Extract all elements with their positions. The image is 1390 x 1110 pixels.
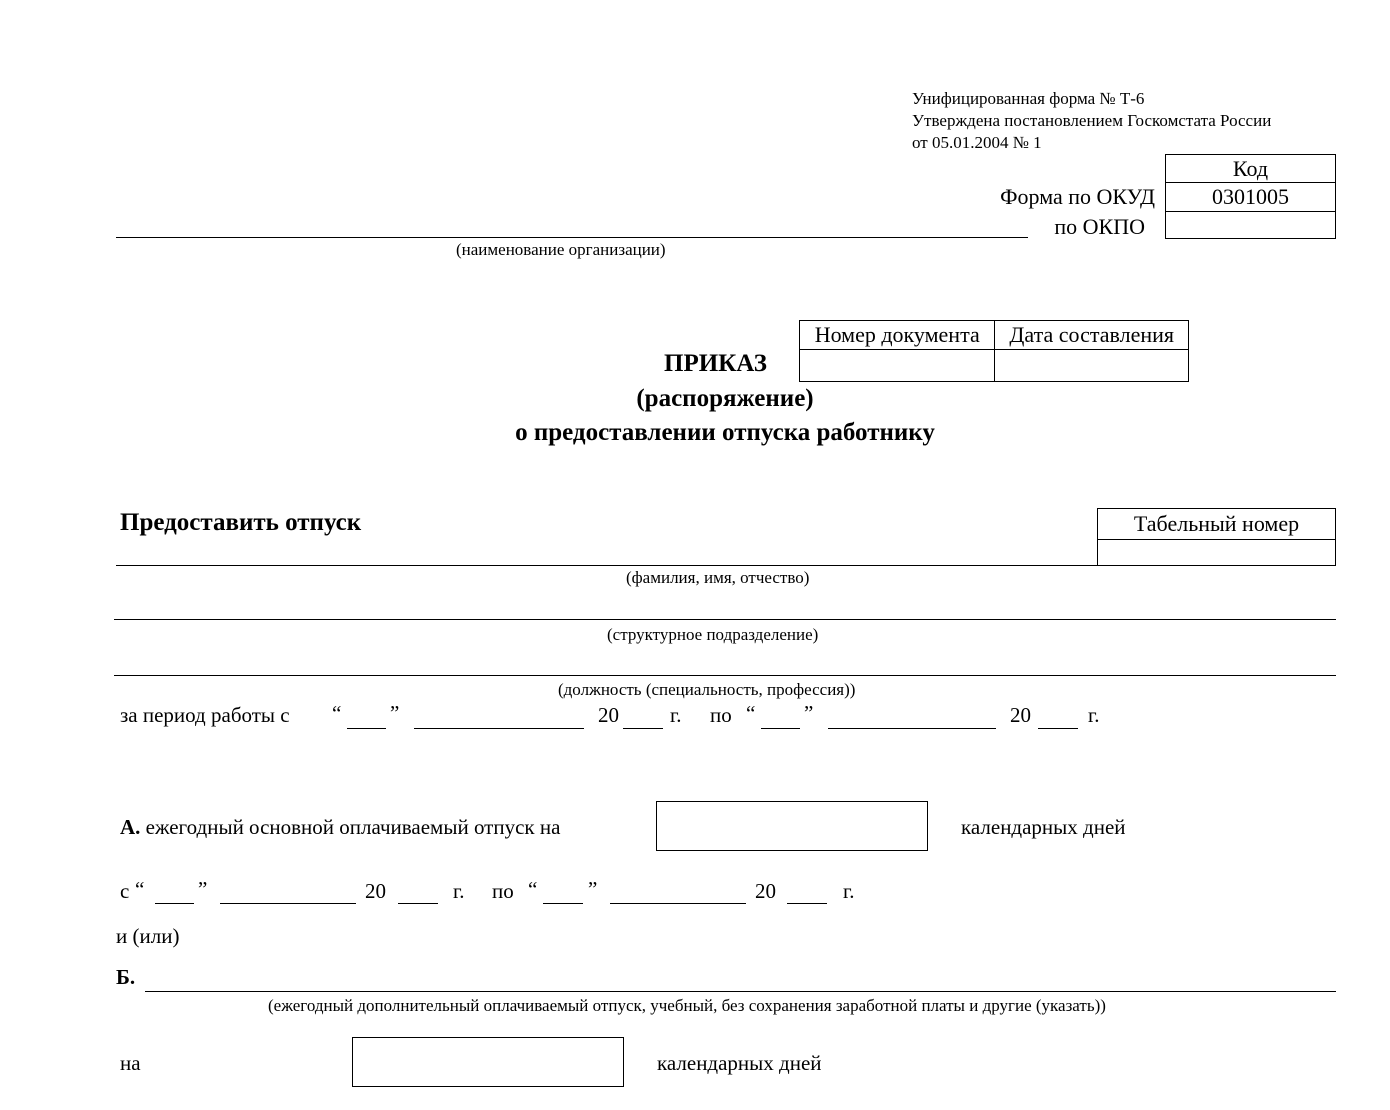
position-caption: (должность (специальность, профессия)) [558, 680, 856, 699]
section-b-on-label: на [120, 1051, 141, 1075]
grant-leave-label: Предоставить отпуск [120, 509, 362, 536]
period-from-year-suffix: г. [670, 703, 682, 727]
organization-field[interactable] [116, 237, 1028, 238]
okpo-value-field[interactable] [1166, 212, 1336, 239]
tabnum-field[interactable] [1098, 540, 1336, 566]
tabnum-header: Табельный номер [1098, 509, 1336, 540]
section-a-from-month-field[interactable] [220, 903, 356, 904]
section-a-from-year-suffix: г. [453, 879, 465, 903]
period-from-month-field[interactable] [414, 728, 584, 729]
period-from-year-prefix: 20 [598, 703, 619, 727]
document-number-date-table [799, 320, 1189, 382]
section-a-letter: А. [120, 815, 141, 839]
section-b-caption: (ежегодный дополнительный оплачиваемый отпуск, учебный, без сохранения заработной платы и другие (указать)) [268, 996, 1106, 1015]
position-field[interactable] [114, 675, 1336, 676]
period-from-year-field[interactable] [623, 728, 663, 729]
fio-field[interactable] [116, 565, 1098, 566]
section-a-to-day-field[interactable] [543, 903, 583, 904]
department-caption: (структурное подразделение) [607, 625, 819, 644]
document-number-header: Номер документа [800, 321, 995, 350]
okud-label: Форма по ОКУД [1000, 184, 1155, 209]
section-a-to-label: по [492, 879, 514, 903]
code-header: Код [1166, 155, 1336, 183]
section-a-from-day-field[interactable] [155, 903, 194, 904]
title-order: ПРИКАЗ [664, 350, 767, 377]
tabnum-table [1097, 508, 1336, 566]
section-a-from-label: с [120, 879, 130, 903]
period-to-quote-close: ” [804, 701, 814, 725]
section-b-days-field[interactable] [352, 1037, 624, 1087]
form-header-line2: Утверждена постановлением Госкомстата России [912, 111, 1272, 130]
fio-caption: (фамилия, имя, отчество) [626, 568, 810, 587]
form-header [912, 88, 1271, 154]
section-a-from-quote-close: ” [198, 877, 208, 901]
section-a-to-month-field[interactable] [610, 903, 746, 904]
period-from-quote-close: ” [390, 701, 400, 725]
period-prefix: за период работы с [120, 703, 290, 727]
period-to-label: по [710, 703, 732, 727]
document-number-field[interactable] [800, 350, 995, 382]
department-field[interactable] [114, 619, 1336, 620]
section-a-days-suffix: календарных дней [961, 815, 1126, 839]
document-date-field[interactable] [995, 350, 1189, 382]
section-a-to-year-field[interactable] [787, 903, 827, 904]
section-b-days-suffix: календарных дней [657, 1051, 822, 1075]
section-b-leave-type-field[interactable] [145, 991, 1336, 992]
section-b-letter: Б. [116, 965, 136, 989]
title-subject: о предоставлении отпуска работнику [515, 419, 935, 446]
period-to-year-field[interactable] [1038, 728, 1078, 729]
okud-value-field[interactable]: 0301005 [1166, 183, 1336, 212]
section-a-to-quote-close: ” [588, 877, 598, 901]
title-instruction: (распоряжение) [636, 385, 814, 412]
section-a-from-year-field[interactable] [398, 903, 438, 904]
section-a-to-quote-open: “ [528, 877, 538, 901]
section-a-from-quote-open: “ [135, 877, 145, 901]
period-to-year-suffix: г. [1088, 703, 1100, 727]
period-to-quote-open: “ [746, 701, 756, 725]
period-to-day-field[interactable] [761, 728, 800, 729]
section-a-line [120, 815, 560, 840]
form-header-line1: Унифицированная форма № Т-6 [912, 89, 1145, 108]
section-a-to-year-prefix: 20 [755, 879, 776, 903]
form-header-line3: от 05.01.2004 № 1 [912, 133, 1042, 152]
period-from-quote-open: “ [332, 701, 342, 725]
okpo-label: по ОКПО [1054, 214, 1145, 239]
section-a-from-year-prefix: 20 [365, 879, 386, 903]
section-a-to-year-suffix: г. [843, 879, 855, 903]
codes-table [1165, 154, 1336, 239]
period-from-day-field[interactable] [347, 728, 386, 729]
period-to-year-prefix: 20 [1010, 703, 1031, 727]
period-to-month-field[interactable] [828, 728, 996, 729]
organization-caption: (наименование организации) [456, 240, 666, 259]
and-or-label: и (или) [116, 924, 180, 948]
section-a-days-field[interactable] [656, 801, 928, 851]
document-date-header: Дата составления [995, 321, 1189, 350]
section-a-text: ежегодный основной оплачиваемый отпуск на [145, 815, 561, 839]
